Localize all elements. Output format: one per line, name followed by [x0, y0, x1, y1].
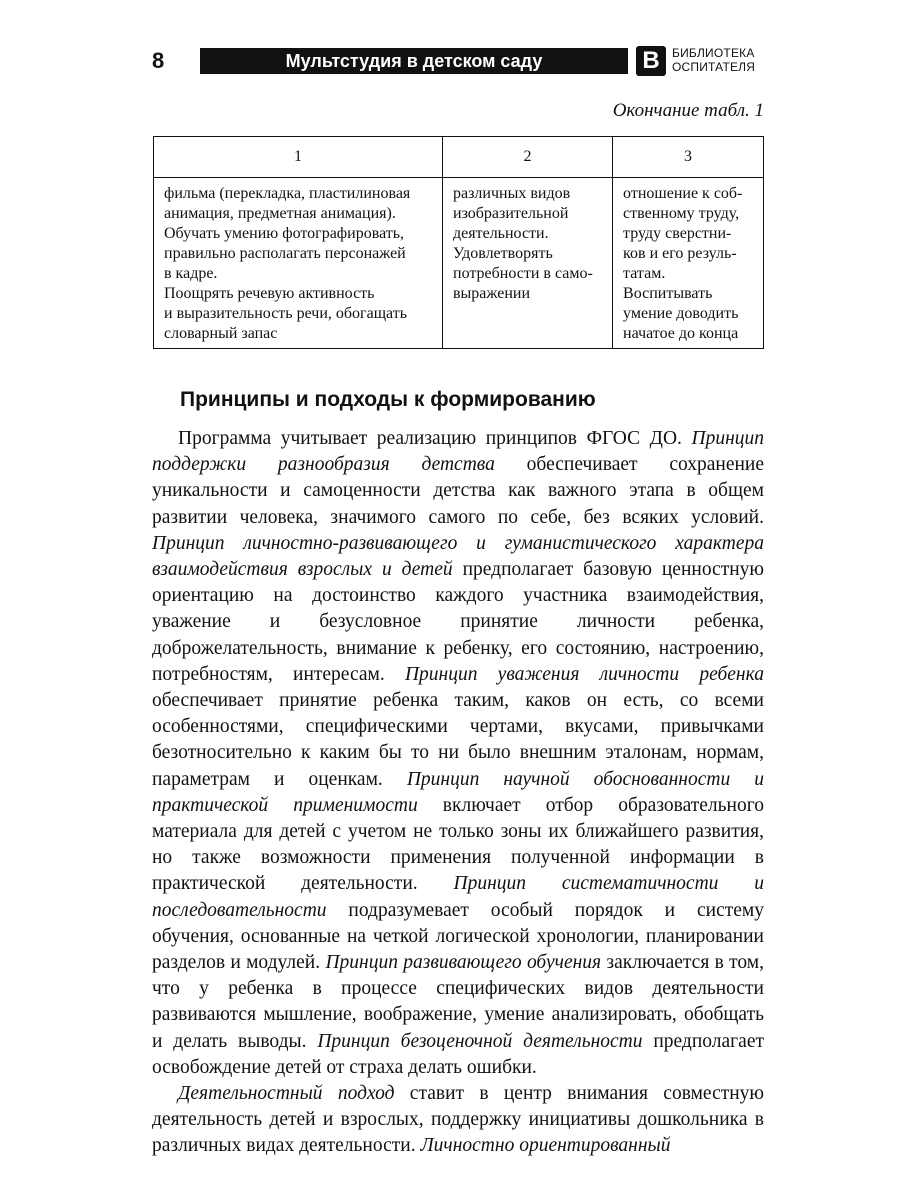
body-text: [152, 426, 764, 1160]
text-run: Программа учитывает реализацию принципов ФГОС ДО.: [178, 428, 692, 449]
table-caption: Окончание табл. 1: [612, 100, 764, 121]
logo-letter: В: [636, 46, 666, 76]
column-header-3: 3: [613, 137, 764, 178]
italic-term: Личностно ориентированный: [420, 1135, 671, 1157]
cell-line: выражении: [453, 285, 531, 302]
cell-line: ков и его резуль-: [623, 245, 737, 262]
cell-line: Обучать умению фотографировать,: [164, 225, 405, 242]
italic-term: Принцип развивающего обучения: [325, 952, 602, 974]
italic-term: Принцип научной обоснованности и практической применимости: [152, 768, 764, 816]
table-header-row: [154, 137, 764, 178]
column-header-1: 1: [154, 137, 443, 178]
table-cell-col1: [154, 178, 443, 349]
cell-line: умение доводить: [623, 305, 739, 322]
logo-line-1: БИБЛИОТЕКА: [672, 46, 755, 60]
cell-line: фильма (перекладка, пластилиновая: [164, 185, 411, 202]
italic-term: Деятельностный подход: [178, 1083, 395, 1105]
italic-term: Принцип уважения личности ребенка: [404, 663, 764, 685]
cell-line: ственному труду,: [623, 205, 740, 222]
text-run: заключается в том, что у ребенка в процессе специфических видов деятельности развиваются мышление, воображение, умение анализировать, обобщать и делать выводы.: [152, 952, 764, 1052]
cell-line: начатое до конца: [623, 325, 739, 342]
logo-line-2: ОСПИТАТЕЛЯ: [672, 60, 756, 74]
text-run: включает отбор образовательного материала для детей с учетом не только зоны их ближайшего развития, но также возможности применения полученной информации в практической деятельности.: [152, 794, 765, 895]
cell-line: анимация, предметная анимация).: [164, 205, 396, 222]
cell-line: татам.: [623, 265, 666, 282]
cell-line: деятельности.: [453, 225, 549, 242]
cell-line: Удовлетворять: [453, 245, 553, 262]
paragraph-principles: [152, 426, 764, 1081]
cell-line: и выразительность речи, обогащать: [164, 305, 407, 322]
italic-term: Принцип поддержки разнообразия детства: [152, 428, 764, 476]
paragraph-approaches: [152, 1081, 764, 1160]
cell-line: в кадре.: [164, 265, 218, 282]
cell-line: словарный запас: [164, 325, 278, 342]
cell-line: изобразительной: [453, 205, 569, 222]
cell-line: потребности в само-: [453, 265, 593, 282]
logo-text: [672, 46, 764, 74]
column-header-2: 2: [443, 137, 613, 178]
text-run: предполагает базовую ценностную ориентацию на достоинство каждого участника взаимодействия, уважение и безусловное принятие личности ребенка, доброжелательность, внимание к ребенку, его состоянию, настроению, потребностям, интересам.: [152, 559, 764, 685]
cell-line: Поощрять речевую активность: [164, 285, 375, 302]
book-title-bar: Мультстудия в детском саду: [200, 48, 628, 74]
section-heading: Принципы и подходы к формированию: [180, 388, 596, 411]
text-run: обеспечивает принятие ребенка таким, каков он есть, со всеми особенностями, специфическими чертами, вкусами, привычками безотносительно к каким бы то ни было внешним эталонам, нормам, параметрам и оценкам.: [152, 690, 764, 790]
table-cell-col3: [613, 178, 764, 349]
text-run: предполагает освобождение детей от страха делать ошибки.: [152, 1030, 764, 1078]
table-row: [154, 178, 764, 349]
running-header: [152, 44, 764, 78]
series-logo: [636, 44, 764, 78]
cell-line: труду сверстни-: [623, 225, 732, 242]
text-run: подразумевает особый порядок и систему обучения, основанные на четкой логической хронологии, планировании разделов и модулей.: [152, 899, 764, 974]
page-number: 8: [152, 48, 165, 73]
text-run: обеспечивает сохранение уникальности и самоценности детства как важного этапа в общем развитии человека, значимого самого по себе, без всяких условий.: [152, 454, 765, 528]
text-run: ставит в центр внимания совместную деятельность детей и взрослых, поддержку инициативы дошкольника в различных видах деятельности.: [152, 1083, 764, 1157]
italic-term: Принцип безоценочной деятельности: [317, 1030, 643, 1052]
cell-line: правильно располагать персонажей: [164, 245, 406, 262]
cell-line: различных видов: [453, 185, 571, 202]
table-cell-col2: [443, 178, 613, 349]
cell-line: отношение к соб-: [623, 185, 743, 202]
italic-term: Принцип личностно-развивающего и гуманистического характера взаимодействия взрослых и детей: [152, 532, 764, 581]
cell-line: Воспитывать: [623, 285, 713, 302]
italic-term: Принцип систематичности и последовательности: [152, 873, 765, 921]
curriculum-table: [153, 136, 764, 349]
